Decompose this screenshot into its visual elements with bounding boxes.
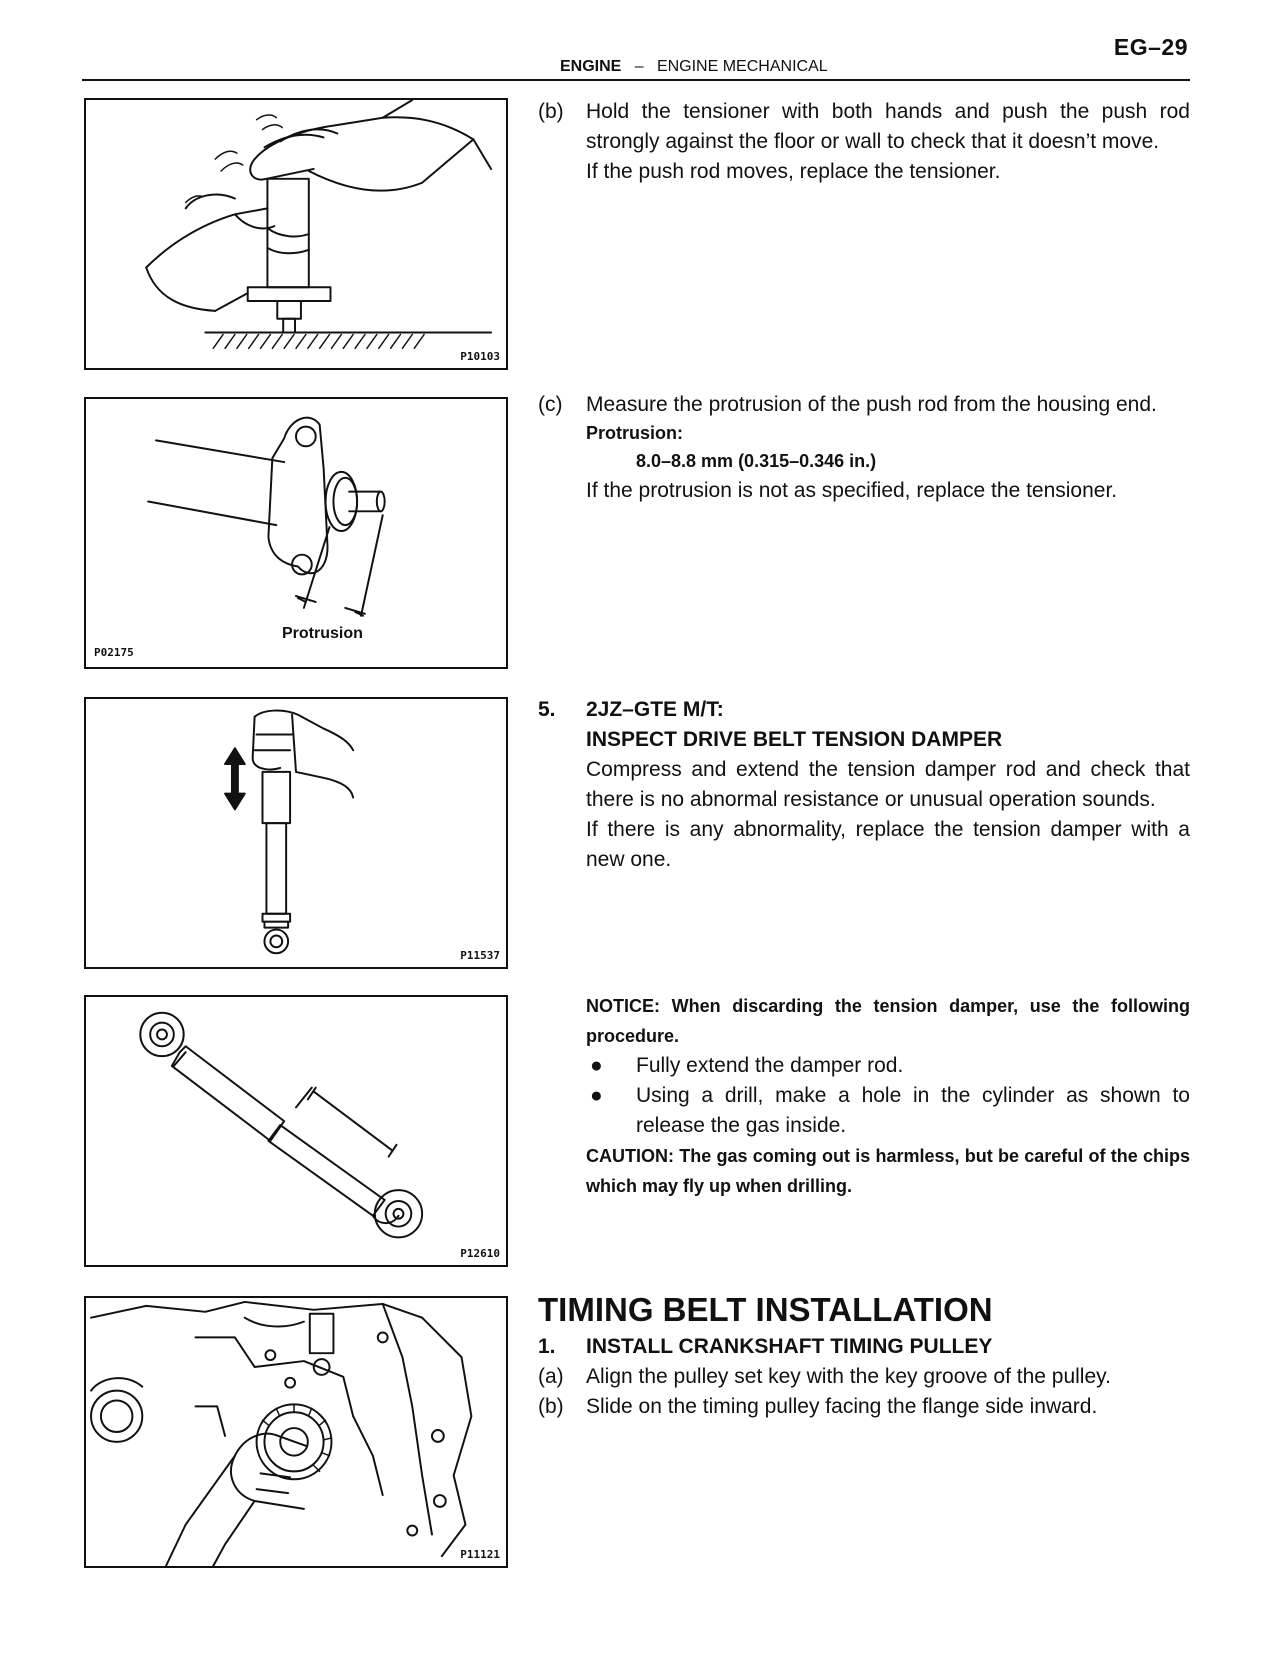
step-5-text: Compress and extend the tension damper rod and check that there is no abnormal resistance or unusual operation sounds. bbox=[586, 758, 1190, 811]
header-separator: – bbox=[634, 58, 644, 75]
figure-code: P10103 bbox=[460, 350, 500, 363]
figure-drill-damper bbox=[84, 995, 508, 1267]
timing-belt-block bbox=[538, 1290, 1190, 1422]
step-b2-label: (b) bbox=[538, 1395, 564, 1418]
header-section: ENGINE bbox=[560, 58, 622, 75]
step-b-text2: If the push rod moves, replace the tensioner. bbox=[586, 160, 1001, 183]
notice-text: NOTICE: When discarding the tension damper, use the following procedure. bbox=[586, 996, 1190, 1046]
step-c-text: Measure the protrusion of the push rod from the housing end. bbox=[586, 393, 1157, 416]
tension-damper-illustration bbox=[86, 699, 506, 967]
engine-pulley-illustration bbox=[86, 1298, 506, 1566]
step-a-label: (a) bbox=[538, 1365, 564, 1388]
step-b-block bbox=[538, 97, 1190, 187]
header-subsection: ENGINE MECHANICAL bbox=[656, 58, 828, 75]
section-title: TIMING BELT INSTALLATION bbox=[538, 1291, 993, 1328]
caution-text: CAUTION: The gas coming out is harmless, but be careful of the chips which may fly up when drilling. bbox=[586, 1146, 1190, 1196]
step-1-title: INSTALL CRANKSHAFT TIMING PULLEY bbox=[586, 1335, 993, 1358]
figure-protrusion bbox=[84, 397, 508, 669]
figure-crankshaft-pulley bbox=[84, 1296, 508, 1568]
header-rule bbox=[82, 79, 1190, 81]
step-c-block bbox=[538, 390, 1190, 506]
protrusion-label: Protrusion bbox=[282, 625, 363, 642]
notice-block bbox=[538, 991, 1190, 1201]
bullet-text: Fully extend the damper rod. bbox=[636, 1054, 904, 1077]
step-1-label: 1. bbox=[538, 1335, 556, 1358]
step-b2-text: Slide on the timing pulley facing the flange side inward. bbox=[586, 1395, 1098, 1418]
figure-compress-damper bbox=[84, 697, 508, 969]
notice-bullet bbox=[538, 1081, 1190, 1141]
spec-value: 8.0–8.8 mm (0.315–0.346 in.) bbox=[636, 451, 877, 471]
step-b-label: (b) bbox=[538, 100, 564, 123]
step-5-label: 5. bbox=[538, 698, 556, 721]
notice-bullet bbox=[538, 1051, 1190, 1081]
figure-code: P12610 bbox=[460, 1247, 500, 1260]
hands-tensioner-illustration bbox=[86, 100, 506, 368]
bullet-icon: ● bbox=[590, 1084, 603, 1107]
step-b-text: Hold the tensioner with both hands and push the push rod strongly against the floor or wall to check that it doesn’t move. bbox=[586, 100, 1190, 153]
step-a-text: Align the pulley set key with the key groove of the pulley. bbox=[586, 1365, 1111, 1388]
figure-push-rod-check bbox=[84, 98, 508, 370]
figure-code: P02175 bbox=[94, 646, 134, 659]
step-5-text2: If there is any abnormality, replace the tension damper with a new one. bbox=[586, 818, 1190, 871]
damper-drilling-illustration bbox=[86, 997, 506, 1265]
figure-code: P11121 bbox=[460, 1548, 500, 1561]
bullet-icon: ● bbox=[590, 1054, 603, 1077]
step-c-text2: If the protrusion is not as specified, replace the tensioner. bbox=[586, 479, 1118, 502]
page-number: EG–29 bbox=[1113, 34, 1188, 60]
step-c-label: (c) bbox=[538, 393, 563, 416]
step-5-title2: INSPECT DRIVE BELT TENSION DAMPER bbox=[586, 728, 1003, 751]
spec-label: Protrusion: bbox=[586, 423, 683, 443]
figure-code: P11537 bbox=[460, 949, 500, 962]
step-5-block bbox=[538, 695, 1190, 875]
step-5-title1: 2JZ–GTE M/T: bbox=[586, 698, 724, 721]
running-header bbox=[560, 58, 828, 76]
bullet-text: Using a drill, make a hole in the cylinder as shown to release the gas inside. bbox=[636, 1084, 1190, 1137]
